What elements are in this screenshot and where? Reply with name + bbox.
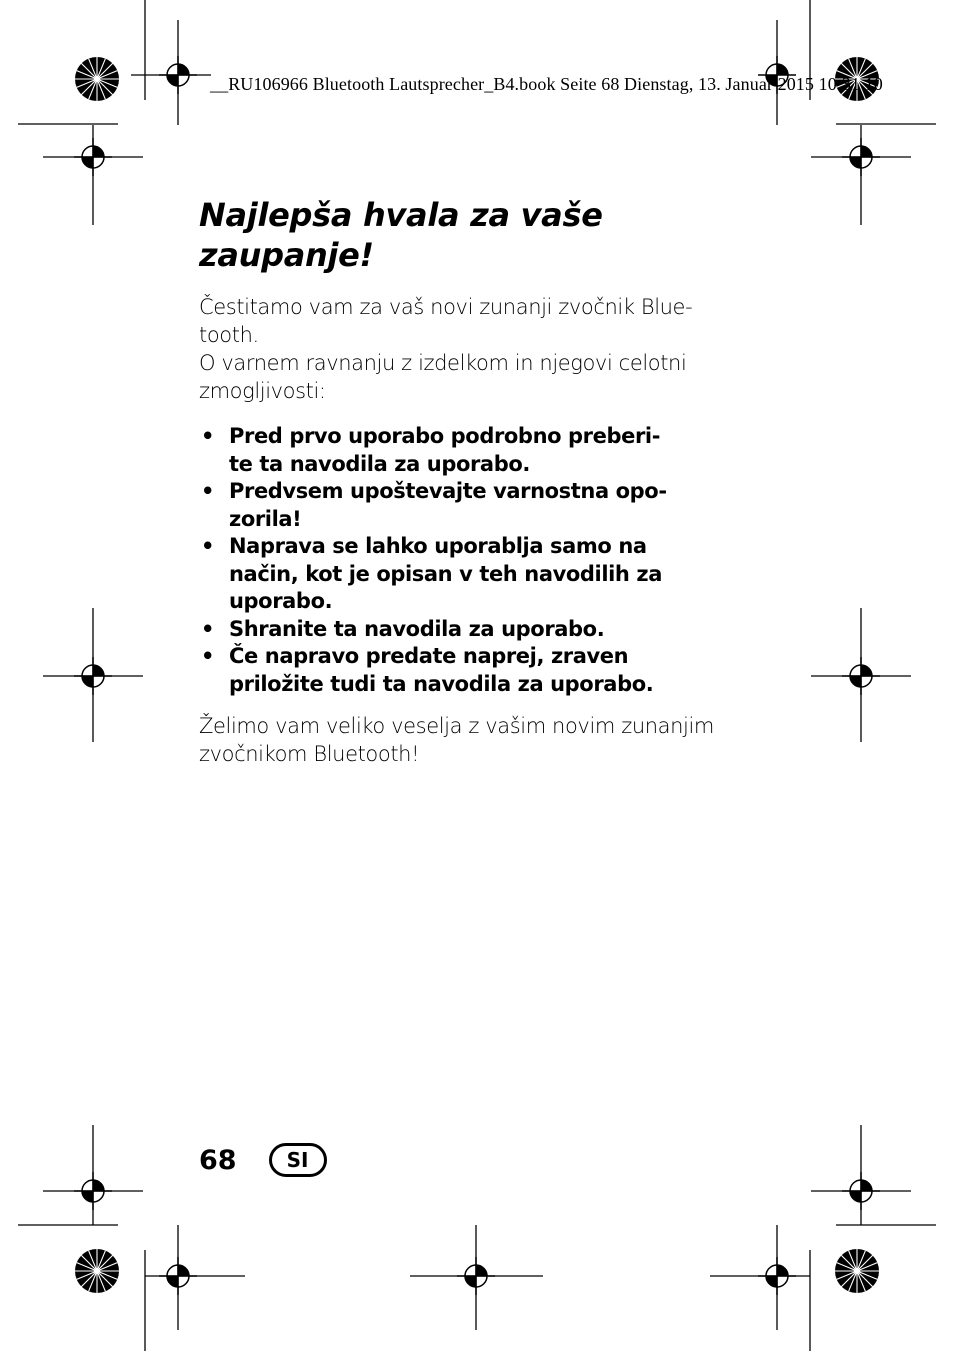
language-badge: SI — [269, 1143, 327, 1177]
page-content — [199, 195, 729, 768]
page-number: 68 — [199, 1144, 237, 1176]
intro-line: zmogljivosti: — [199, 379, 326, 403]
print-slug-line: __RU106966 Bluetooth Lautsprecher_B4.book Seite 68 Dienstag, 13. Januar 2015 10:31 10 — [210, 74, 883, 94]
list-item-line: te ta navodila za uporabo. — [229, 451, 530, 476]
list-item-line: Shranite ta navodila za uporabo. — [229, 616, 605, 641]
list-item-line: priložite tudi ta navodila za uporabo. — [229, 671, 654, 696]
list-item-line: zorila! — [229, 506, 302, 531]
list-item — [199, 533, 729, 616]
list-item-line: način, kot je opisan v teh navodilih za — [229, 561, 662, 586]
bullet-icon: • — [201, 644, 215, 668]
list-item — [199, 643, 729, 698]
page-footer — [199, 1143, 327, 1177]
closing-line: Želimo vam veliko veselja z vašim novim zunanjim — [199, 714, 714, 738]
list-item — [199, 423, 729, 478]
list-item — [199, 616, 729, 644]
list-item-line: Če napravo predate naprej, zraven — [229, 644, 629, 668]
closing-paragraph — [199, 712, 729, 768]
list-item-line: Pred prvo uporabo podrobno preberi- — [229, 424, 661, 448]
title-line-1: Najlepša hvala za vaše — [199, 196, 603, 234]
title-line-2: zaupanje! — [199, 236, 374, 274]
intro-line: Čestitamo vam za vaš novi zunanji zvočnik Blue- — [199, 295, 693, 319]
closing-line: zvočnikom Bluetooth! — [199, 742, 420, 766]
bullet-icon: • — [201, 534, 215, 558]
intro-line: O varnem ravnanju z izdelkom in njegovi celotni — [199, 351, 687, 375]
bullet-icon: • — [201, 616, 215, 641]
list-item-line: Naprava se lahko uporablja samo na — [229, 534, 647, 558]
list-item — [199, 478, 729, 533]
intro-paragraph — [199, 293, 729, 405]
instruction-list — [199, 423, 729, 698]
list-item-line: uporabo. — [229, 589, 333, 613]
bullet-icon: • — [201, 424, 215, 448]
page-title — [199, 195, 729, 275]
intro-line: tooth. — [199, 323, 259, 347]
bullet-icon: • — [201, 479, 215, 503]
list-item-line: Predvsem upoštevajte varnostna opo- — [229, 479, 667, 503]
